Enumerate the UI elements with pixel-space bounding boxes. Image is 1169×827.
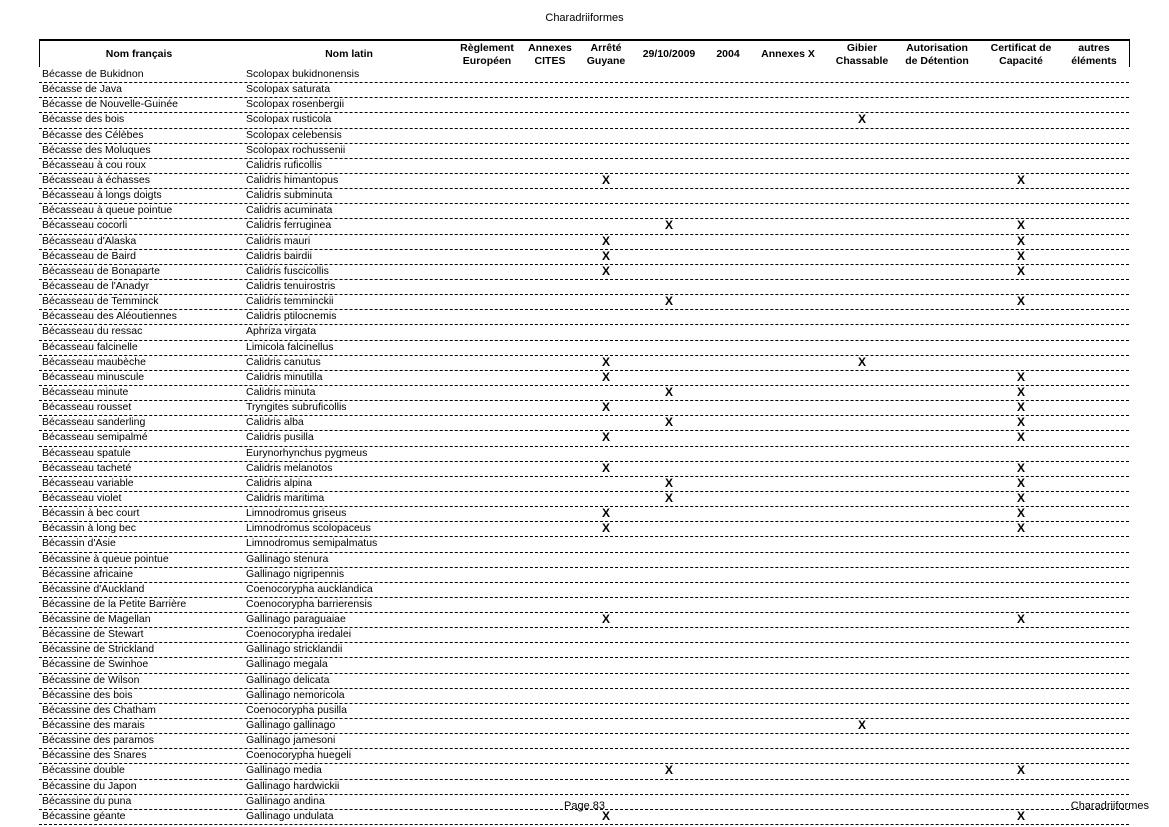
mark-cert: X: [1016, 612, 1025, 627]
latin-name-cell: Scolopax rusticola: [246, 113, 332, 126]
latin-name-cell: Eurynorhynchus pygmeus: [246, 446, 368, 459]
latin-name-cell: Gallinago megala: [246, 658, 328, 671]
table-row: [39, 507, 1129, 522]
table-row: [39, 734, 1129, 749]
french-name-cell: Bécassine des Chatham: [42, 703, 156, 716]
latin-name-cell: Calidris minutilla: [246, 370, 323, 383]
latin-name-cell: Limnodromus griseus: [246, 507, 347, 520]
french-name-cell: Bécasseau à longs doigts: [42, 189, 162, 202]
column-header-line: 2004: [716, 48, 740, 60]
column-header-d2004: [703, 41, 753, 68]
french-name-cell: Bécassine des bois: [42, 688, 133, 701]
latin-name-cell: Calidris himantopus: [246, 173, 339, 186]
table-row: [39, 643, 1129, 658]
latin-name-cell: Aphriza virgata: [246, 325, 317, 338]
french-name-cell: Bécasseau spatule: [42, 446, 131, 459]
latin-name-cell: Calidris canutus: [246, 355, 321, 368]
french-name-cell: Bécassine géante: [42, 809, 126, 822]
page-number: Page 83: [564, 800, 605, 812]
french-name-cell: Bécasseau cocorli: [42, 219, 128, 232]
french-name-cell: Bécasseau de Temminck: [42, 295, 159, 308]
table-row: [39, 341, 1129, 356]
french-name-cell: Bécassine de Strickland: [42, 643, 155, 656]
mark-cert: X: [1016, 172, 1025, 187]
latin-name-cell: Coenocorypha iredalei: [246, 628, 352, 641]
latin-name-cell: Coenocorypha barrierensis: [246, 597, 373, 610]
mark-cert: X: [1016, 369, 1025, 384]
mark-guy: X: [601, 460, 610, 475]
french-name-cell: Bécasseau de l'Anadyr: [42, 279, 150, 292]
mark-d2009: X: [664, 294, 673, 309]
latin-name-cell: Gallinago andina: [246, 794, 325, 807]
column-header-line: Annexes X: [761, 48, 815, 60]
mark-guy: X: [601, 430, 610, 445]
french-name-cell: Bécassine des paramos: [42, 734, 155, 747]
mark-cert: X: [1016, 506, 1025, 521]
column-header-aut: [897, 41, 977, 68]
table-row: [39, 386, 1129, 401]
mark-cert: X: [1016, 384, 1025, 399]
column-header-cert: [981, 41, 1061, 68]
latin-name-cell: Tryngites subruficollis: [246, 401, 347, 414]
french-name-cell: Bécassine de la Petite Barrière: [42, 597, 187, 610]
french-name-cell: Bécasse des Moluques: [42, 143, 151, 156]
french-name-cell: Bécassine de Stewart: [42, 628, 144, 641]
mark-cert: X: [1016, 430, 1025, 445]
table-row: [39, 235, 1129, 250]
french-name-cell: Bécassine de Wilson: [42, 673, 140, 686]
mark-d2009: X: [664, 490, 673, 505]
french-name-cell: Bécasseau du ressac: [42, 325, 143, 338]
mark-guy: X: [601, 233, 610, 248]
column-header-line: de Détention: [905, 54, 969, 67]
latin-name-cell: Scolopax rochussenii: [246, 143, 346, 156]
latin-name-cell: Calidris tenuirostris: [246, 279, 336, 292]
table-row: [39, 401, 1129, 416]
mark-guy: X: [601, 521, 610, 536]
table-row: [39, 583, 1129, 598]
column-header-d2009: [633, 41, 705, 68]
mark-guy: X: [601, 400, 610, 415]
table-row: [39, 295, 1129, 310]
column-header-line: CITES: [534, 54, 566, 67]
latin-name-cell: Calidris fuscicollis: [246, 264, 329, 277]
latin-name-cell: Calidris melanotos: [246, 461, 333, 474]
latin-name-cell: Calidris maritima: [246, 491, 325, 504]
page-title: Charadriiformes: [545, 12, 624, 24]
latin-name-cell: Gallinago nemoricola: [246, 688, 345, 701]
column-header-fr: [39, 41, 239, 68]
table-row: [39, 68, 1129, 83]
table-header: [39, 41, 1129, 68]
column-header-line: autres: [1078, 41, 1110, 54]
table-row: [39, 219, 1129, 234]
column-header-line: Annexes: [528, 41, 572, 54]
table-row: [39, 159, 1129, 174]
french-name-cell: Bécassine double: [42, 764, 125, 777]
mark-cert: X: [1016, 475, 1025, 490]
column-header-reg: [447, 41, 527, 68]
table-row: [39, 674, 1129, 689]
table-row: [39, 568, 1129, 583]
table-row: [39, 689, 1129, 704]
french-name-cell: Bécasseau minute: [42, 385, 129, 398]
mark-cert: X: [1016, 460, 1025, 475]
french-name-cell: Bécasse des bois: [42, 113, 125, 126]
french-name-cell: Bécasse de Bukidnon: [42, 68, 144, 80]
table-row: [39, 704, 1129, 719]
french-name-cell: Bécassin à bec court: [42, 507, 140, 520]
latin-name-cell: Calidris minuta: [246, 385, 316, 398]
table-row: [39, 416, 1129, 431]
french-name-cell: Bécasseau falcinelle: [42, 340, 138, 353]
table-row: [39, 280, 1129, 295]
mark-guy: X: [601, 369, 610, 384]
latin-name-cell: Gallinago undulata: [246, 809, 334, 822]
table-row: [39, 325, 1129, 340]
latin-name-cell: Gallinago delicata: [246, 673, 330, 686]
table-row: [39, 492, 1129, 507]
latin-name-cell: Limnodromus scolopaceus: [246, 522, 371, 535]
latin-name-cell: Coenocorypha aucklandica: [246, 582, 373, 595]
french-name-cell: Bécasseau des Aléoutiennes: [42, 310, 177, 323]
latin-name-cell: Gallinago paraguaiae: [246, 613, 346, 626]
table-row: [39, 658, 1129, 673]
column-header-line: Européen: [462, 54, 512, 67]
latin-name-cell: Coenocorypha huegeli: [246, 749, 352, 762]
column-header-la: [244, 41, 454, 68]
french-name-cell: Bécasseau minuscule: [42, 370, 145, 383]
table-row: [39, 356, 1129, 371]
table-row: [39, 462, 1129, 477]
mark-cert: X: [1016, 294, 1025, 309]
table-row: [39, 780, 1129, 795]
table-row: [39, 113, 1129, 128]
french-name-cell: Bécassine des marais: [42, 719, 145, 732]
table-row: [39, 537, 1129, 552]
table-row: [39, 265, 1129, 280]
french-name-cell: Bécasseau à cou roux: [42, 158, 146, 171]
column-header-line: éléments: [1071, 54, 1117, 67]
latin-name-cell: Gallinago media: [246, 764, 322, 777]
mark-cert: X: [1016, 233, 1025, 248]
table-row: [39, 810, 1129, 825]
table-row: [39, 83, 1129, 98]
table-row: [39, 522, 1129, 537]
column-header-line: Arrêté: [590, 41, 622, 54]
column-header-cites: [519, 41, 581, 68]
latin-name-cell: Calidris subminuta: [246, 189, 333, 202]
column-header-ax: [753, 41, 823, 68]
footer-title: Charadriiformes: [1070, 800, 1149, 812]
latin-name-cell: Scolopax bukidnonensis: [246, 68, 360, 80]
column-header-line: Nom latin: [325, 48, 373, 60]
french-name-cell: Bécassine africaine: [42, 567, 134, 580]
table-row: [39, 431, 1129, 446]
latin-name-cell: Gallinago hardwickii: [246, 779, 340, 792]
french-name-cell: Bécassine à queue pointue: [42, 552, 169, 565]
table-body: [39, 68, 1129, 825]
latin-name-cell: Calidris pusilla: [246, 431, 314, 444]
table-row: [39, 719, 1129, 734]
mark-cert: X: [1016, 263, 1025, 278]
latin-name-cell: Gallinago gallinago: [246, 719, 336, 732]
mark-cert: X: [1016, 218, 1025, 233]
french-name-cell: Bécassin d'Asie: [42, 537, 116, 550]
column-header-line: Guyane: [586, 54, 626, 67]
column-header-line: Capacité: [999, 54, 1043, 67]
latin-name-cell: Coenocorypha pusilla: [246, 703, 347, 716]
table-row: [39, 250, 1129, 265]
latin-name-cell: Calidris alpina: [246, 476, 312, 489]
mark-d2009: X: [664, 384, 673, 399]
french-name-cell: Bécasseau de Baird: [42, 249, 136, 262]
mark-d2009: X: [664, 415, 673, 430]
latin-name-cell: Scolopax celebensis: [246, 128, 342, 141]
mark-gib: X: [857, 354, 866, 369]
latin-name-cell: Calidris acuminata: [246, 204, 333, 217]
table-row: [39, 310, 1129, 325]
french-name-cell: Bécassine d'Auckland: [42, 582, 145, 595]
latin-name-cell: Gallinago stricklandii: [246, 643, 343, 656]
mark-cert: X: [1016, 763, 1025, 778]
mark-cert: X: [1016, 521, 1025, 536]
french-name-cell: Bécasseau d'Alaska: [42, 234, 137, 247]
french-name-cell: Bécasseau à queue pointue: [42, 204, 173, 217]
latin-name-cell: Calidris mauri: [246, 234, 311, 247]
mark-guy: X: [601, 263, 610, 278]
mark-cert: X: [1016, 808, 1025, 823]
latin-name-cell: Scolopax saturata: [246, 83, 331, 96]
mark-gib: X: [857, 112, 866, 127]
column-header-line: Nom français: [105, 48, 173, 60]
latin-name-cell: Gallinago stenura: [246, 552, 329, 565]
table-row: [39, 477, 1129, 492]
column-header-line: Gibier: [846, 41, 878, 54]
table-row: [39, 447, 1129, 462]
french-name-cell: Bécasseau rousset: [42, 401, 132, 414]
mark-d2009: X: [664, 475, 673, 490]
table-row: [39, 553, 1129, 568]
mark-guy: X: [601, 612, 610, 627]
column-header-gib: [827, 41, 897, 68]
table-row: [39, 174, 1129, 189]
french-name-cell: Bécassine de Swinhoe: [42, 658, 149, 671]
column-header-line: Certificat de: [990, 41, 1052, 54]
column-header-line: Chassable: [835, 54, 889, 67]
latin-name-cell: Calidris ruficollis: [246, 158, 322, 171]
mark-guy: X: [601, 354, 610, 369]
table-row: [39, 371, 1129, 386]
french-name-cell: Bécassine du Japon: [42, 779, 137, 792]
french-name-cell: Bécasseau de Bonaparte: [42, 264, 160, 277]
mark-cert: X: [1016, 400, 1025, 415]
french-name-cell: Bécassin à long bec: [42, 522, 136, 535]
latin-name-cell: Gallinago jamesoni: [246, 734, 336, 747]
table-row: [39, 613, 1129, 628]
table-right-border: [1129, 39, 1130, 67]
column-header-line: Règlement: [460, 41, 514, 54]
french-name-cell: Bécasseau à échasses: [42, 173, 150, 186]
mark-guy: X: [601, 172, 610, 187]
mark-d2009: X: [664, 218, 673, 233]
latin-name-cell: Calidris temminckii: [246, 295, 334, 308]
french-name-cell: Bécasse des Célèbes: [42, 128, 144, 141]
column-header-line: 29/10/2009: [642, 48, 696, 60]
latin-name-cell: Scolopax rosenbergii: [246, 98, 345, 111]
table-row: [39, 144, 1129, 159]
french-name-cell: Bécasseau semipalmé: [42, 431, 148, 444]
table-row: [39, 764, 1129, 779]
table-row: [39, 129, 1129, 144]
french-name-cell: Bécassine des Snares: [42, 749, 147, 762]
latin-name-cell: Limnodromus semipalmatus: [246, 537, 378, 550]
mark-d2009: X: [664, 763, 673, 778]
french-name-cell: Bécasseau tacheté: [42, 461, 132, 474]
mark-guy: X: [601, 506, 610, 521]
column-header-guy: [577, 41, 635, 68]
table-row: [39, 749, 1129, 764]
latin-name-cell: Calidris ptilocnemis: [246, 310, 337, 323]
french-name-cell: Bécasse de Java: [42, 83, 122, 96]
column-header-line: Autorisation: [906, 41, 968, 54]
french-name-cell: Bécasseau sanderling: [42, 416, 146, 429]
french-name-cell: Bécassine de Magellan: [42, 613, 151, 626]
french-name-cell: Bécasseau violet: [42, 491, 122, 504]
french-name-cell: Bécasseau variable: [42, 476, 134, 489]
french-name-cell: Bécassine du puna: [42, 794, 132, 807]
table-row: [39, 598, 1129, 613]
table-row: [39, 204, 1129, 219]
latin-name-cell: Calidris bairdii: [246, 249, 312, 262]
latin-name-cell: Limicola falcinellus: [246, 340, 334, 353]
mark-gib: X: [857, 718, 866, 733]
latin-name-cell: Calidris alba: [246, 416, 304, 429]
latin-name-cell: Gallinago nigripennis: [246, 567, 345, 580]
mark-guy: X: [601, 808, 610, 823]
mark-cert: X: [1016, 490, 1025, 505]
table-row: [39, 189, 1129, 204]
french-name-cell: Bécasseau maubèche: [42, 355, 146, 368]
table-row: [39, 628, 1129, 643]
french-name-cell: Bécasse de Nouvelle-Guinée: [42, 98, 178, 111]
mark-cert: X: [1016, 248, 1025, 263]
table-row: [39, 98, 1129, 113]
column-header-autres: [1061, 41, 1127, 68]
mark-cert: X: [1016, 415, 1025, 430]
latin-name-cell: Calidris ferruginea: [246, 219, 332, 232]
mark-guy: X: [601, 248, 610, 263]
